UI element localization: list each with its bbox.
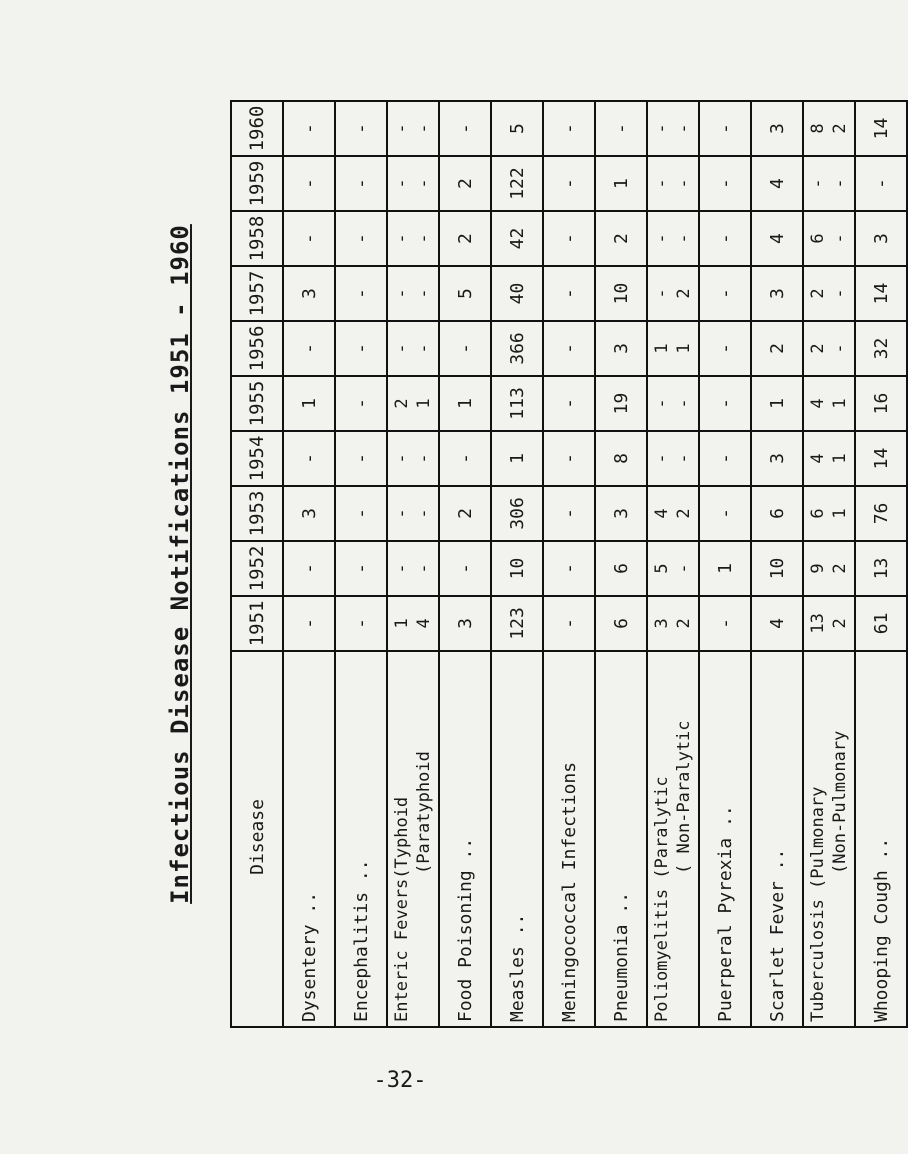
value-cell: - xyxy=(699,376,751,431)
value-cell xyxy=(647,101,699,156)
value-primary: - xyxy=(808,178,828,189)
value-secondary: - xyxy=(830,343,850,354)
disease-name xyxy=(803,651,855,1027)
table-row xyxy=(647,101,699,1027)
value-cell xyxy=(387,211,439,266)
value-cell: - xyxy=(595,101,647,156)
value-cell: 1 xyxy=(491,431,543,486)
value-cell: 3 xyxy=(283,266,335,321)
value-cell: - xyxy=(335,431,387,486)
table-row xyxy=(855,101,907,1027)
value-cell: 10 xyxy=(751,541,803,596)
table-body xyxy=(283,101,907,1027)
value-cell: 1 xyxy=(283,376,335,431)
value-cell: 3 xyxy=(855,211,907,266)
value-primary: - xyxy=(652,453,672,464)
value-cell xyxy=(387,101,439,156)
value-cell: 4 xyxy=(751,211,803,266)
year-header: 1956 xyxy=(231,321,283,376)
value-cell xyxy=(803,376,855,431)
value-cell: 19 xyxy=(595,376,647,431)
value-cell xyxy=(803,321,855,376)
value-primary: 8 xyxy=(808,123,828,134)
value-cell: 366 xyxy=(491,321,543,376)
value-cell xyxy=(387,266,439,321)
value-cell: 5 xyxy=(491,101,543,156)
value-cell: - xyxy=(283,596,335,651)
value-secondary: 1 xyxy=(674,343,694,354)
value-cell xyxy=(647,541,699,596)
disease-name: Encephalitis .. xyxy=(335,651,387,1027)
report-title: Infectious Disease Notifications 1951 - 1960 xyxy=(166,224,194,904)
value-primary: 4 xyxy=(808,398,828,409)
table-row xyxy=(491,101,543,1027)
value-cell xyxy=(803,101,855,156)
value-secondary: 2 xyxy=(830,123,850,134)
value-cell: 3 xyxy=(439,596,491,651)
value-primary: 13 xyxy=(808,613,828,634)
header-row xyxy=(231,101,283,1027)
value-cell: 4 xyxy=(751,156,803,211)
value-cell: - xyxy=(335,486,387,541)
value-primary: - xyxy=(652,288,672,299)
value-cell xyxy=(387,156,439,211)
value-secondary: - xyxy=(674,563,694,574)
value-cell xyxy=(647,376,699,431)
value-cell xyxy=(647,211,699,266)
value-secondary: - xyxy=(414,178,434,189)
value-cell: - xyxy=(439,101,491,156)
value-cell: - xyxy=(283,541,335,596)
value-cell xyxy=(387,321,439,376)
value-cell: 1 xyxy=(699,541,751,596)
value-cell: 40 xyxy=(491,266,543,321)
rotated-report xyxy=(160,100,892,1028)
disease-name: Scarlet Fever .. xyxy=(751,651,803,1027)
value-secondary: - xyxy=(414,123,434,134)
value-primary: 4 xyxy=(652,508,672,519)
table-row xyxy=(283,101,335,1027)
value-secondary: - xyxy=(830,178,850,189)
value-secondary: 2 xyxy=(830,563,850,574)
disease-name: Whooping Cough .. xyxy=(855,651,907,1027)
value-primary: 9 xyxy=(808,563,828,574)
value-cell: 3 xyxy=(751,101,803,156)
value-cell: 13 xyxy=(855,541,907,596)
value-cell: - xyxy=(699,101,751,156)
value-cell: - xyxy=(439,431,491,486)
disease-sublabel: (Paratyphoid xyxy=(414,751,434,874)
value-cell: - xyxy=(543,486,595,541)
value-cell xyxy=(387,596,439,651)
page-number: -32- xyxy=(373,1068,427,1093)
value-cell xyxy=(803,541,855,596)
value-cell xyxy=(803,156,855,211)
disease-sublabel: ( Non-Paralytic xyxy=(674,720,694,874)
value-cell: 2 xyxy=(439,486,491,541)
disease-label: Enteric Fevers(Typhoid xyxy=(392,796,412,1022)
value-cell xyxy=(387,431,439,486)
value-primary: - xyxy=(392,453,412,464)
year-header: 1951 xyxy=(231,596,283,651)
table-row xyxy=(335,101,387,1027)
value-secondary: - xyxy=(674,233,694,244)
value-cell: 3 xyxy=(283,486,335,541)
value-cell: 16 xyxy=(855,376,907,431)
value-cell: 113 xyxy=(491,376,543,431)
value-cell: 3 xyxy=(595,321,647,376)
table-row xyxy=(699,101,751,1027)
value-secondary: - xyxy=(414,288,434,299)
value-primary: 4 xyxy=(808,453,828,464)
value-cell: 76 xyxy=(855,486,907,541)
table-row xyxy=(543,101,595,1027)
year-header: 1952 xyxy=(231,541,283,596)
value-secondary: - xyxy=(674,453,694,464)
value-cell: 42 xyxy=(491,211,543,266)
value-secondary: 1 xyxy=(830,508,850,519)
value-cell xyxy=(647,156,699,211)
value-cell: - xyxy=(699,596,751,651)
value-cell xyxy=(803,266,855,321)
value-cell: - xyxy=(699,321,751,376)
value-cell: 122 xyxy=(491,156,543,211)
value-secondary: - xyxy=(830,288,850,299)
value-cell: 10 xyxy=(595,266,647,321)
value-primary: - xyxy=(652,398,672,409)
disease-name: Measles .. xyxy=(491,651,543,1027)
value-cell: - xyxy=(335,596,387,651)
value-cell: - xyxy=(699,486,751,541)
value-cell: - xyxy=(335,211,387,266)
value-secondary: - xyxy=(414,343,434,354)
value-cell: 2 xyxy=(439,156,491,211)
value-cell: - xyxy=(335,101,387,156)
year-header: 1955 xyxy=(231,376,283,431)
year-header: 1959 xyxy=(231,156,283,211)
value-primary: - xyxy=(652,178,672,189)
value-cell: - xyxy=(439,321,491,376)
value-cell: - xyxy=(283,101,335,156)
table-row xyxy=(439,101,491,1027)
value-cell: 1 xyxy=(751,376,803,431)
value-cell: 6 xyxy=(595,596,647,651)
value-cell: - xyxy=(283,431,335,486)
value-cell xyxy=(803,431,855,486)
value-secondary: - xyxy=(414,508,434,519)
value-cell: - xyxy=(335,541,387,596)
value-cell: 10 xyxy=(491,541,543,596)
value-secondary: 1 xyxy=(830,398,850,409)
disease-name: Pneumonia .. xyxy=(595,651,647,1027)
year-header: 1954 xyxy=(231,431,283,486)
value-cell: - xyxy=(283,156,335,211)
value-cell xyxy=(387,486,439,541)
value-cell: 6 xyxy=(751,486,803,541)
value-cell: 3 xyxy=(595,486,647,541)
value-cell: - xyxy=(699,431,751,486)
notifications-table xyxy=(230,100,908,1028)
value-primary: 5 xyxy=(652,563,672,574)
value-cell: - xyxy=(543,541,595,596)
value-secondary: 1 xyxy=(414,398,434,409)
value-cell: - xyxy=(543,211,595,266)
disease-name xyxy=(387,651,439,1027)
value-cell: 4 xyxy=(751,596,803,651)
year-header: 1953 xyxy=(231,486,283,541)
value-primary: - xyxy=(392,233,412,244)
value-cell: 6 xyxy=(595,541,647,596)
disease-name: Meningococcal Infections xyxy=(543,651,595,1027)
value-secondary: 2 xyxy=(674,288,694,299)
value-cell: - xyxy=(543,321,595,376)
value-cell: 61 xyxy=(855,596,907,651)
disease-label: Poliomyelitis (Paralytic xyxy=(652,776,672,1022)
value-primary: - xyxy=(652,123,672,134)
value-secondary: 2 xyxy=(830,618,850,629)
value-cell: - xyxy=(543,266,595,321)
value-cell: 14 xyxy=(855,266,907,321)
value-cell: 3 xyxy=(751,266,803,321)
value-cell: 2 xyxy=(751,321,803,376)
year-header: 1960 xyxy=(231,101,283,156)
value-cell: 1 xyxy=(595,156,647,211)
value-cell: 306 xyxy=(491,486,543,541)
value-primary: - xyxy=(392,288,412,299)
disease-sublabel: (Non-Pulmonary xyxy=(830,730,850,874)
value-cell xyxy=(387,541,439,596)
value-cell xyxy=(387,376,439,431)
value-primary: 2 xyxy=(392,398,412,409)
value-cell: - xyxy=(283,211,335,266)
value-secondary: - xyxy=(414,453,434,464)
value-cell: - xyxy=(439,541,491,596)
disease-name xyxy=(647,651,699,1027)
value-cell: - xyxy=(543,156,595,211)
value-cell: - xyxy=(543,596,595,651)
value-cell xyxy=(803,486,855,541)
value-cell: 8 xyxy=(595,431,647,486)
value-cell: - xyxy=(855,156,907,211)
value-cell: - xyxy=(699,156,751,211)
disease-label: Tuberculosis (Pulmonary xyxy=(808,786,828,1022)
table-row xyxy=(803,101,855,1027)
value-cell xyxy=(647,266,699,321)
value-primary: - xyxy=(392,178,412,189)
value-secondary: - xyxy=(414,233,434,244)
value-secondary: - xyxy=(830,233,850,244)
table-row xyxy=(751,101,803,1027)
value-primary: 1 xyxy=(392,618,412,629)
value-cell: - xyxy=(543,101,595,156)
value-cell: - xyxy=(335,376,387,431)
value-primary: - xyxy=(392,508,412,519)
value-cell: 14 xyxy=(855,101,907,156)
table-row xyxy=(595,101,647,1027)
value-primary: - xyxy=(392,563,412,574)
value-secondary: 1 xyxy=(830,453,850,464)
value-primary: 2 xyxy=(808,288,828,299)
value-secondary: - xyxy=(674,178,694,189)
year-header: 1957 xyxy=(231,266,283,321)
value-cell: 14 xyxy=(855,431,907,486)
value-cell: 1 xyxy=(439,376,491,431)
value-secondary: 2 xyxy=(674,508,694,519)
value-cell xyxy=(647,431,699,486)
value-cell: - xyxy=(335,321,387,376)
value-primary: 6 xyxy=(808,508,828,519)
value-primary: - xyxy=(652,233,672,244)
value-primary: 1 xyxy=(652,343,672,354)
value-primary: 3 xyxy=(652,618,672,629)
value-cell: - xyxy=(283,321,335,376)
value-cell xyxy=(647,486,699,541)
value-cell xyxy=(647,321,699,376)
table-row xyxy=(387,101,439,1027)
value-cell: 32 xyxy=(855,321,907,376)
value-cell: - xyxy=(699,211,751,266)
value-primary: 6 xyxy=(808,233,828,244)
value-cell: 123 xyxy=(491,596,543,651)
value-secondary: - xyxy=(674,123,694,134)
year-header: 1958 xyxy=(231,211,283,266)
value-cell: - xyxy=(335,266,387,321)
value-cell: - xyxy=(335,156,387,211)
value-primary: - xyxy=(392,343,412,354)
disease-name: Dysentery .. xyxy=(283,651,335,1027)
value-cell: 2 xyxy=(439,211,491,266)
value-cell xyxy=(803,211,855,266)
value-cell: 5 xyxy=(439,266,491,321)
value-primary: 2 xyxy=(808,343,828,354)
value-cell: 2 xyxy=(595,211,647,266)
value-cell xyxy=(803,596,855,651)
value-secondary: - xyxy=(674,398,694,409)
value-cell: - xyxy=(699,266,751,321)
value-secondary: 4 xyxy=(414,618,434,629)
value-cell: - xyxy=(543,376,595,431)
value-primary: - xyxy=(392,123,412,134)
disease-name: Puerperal Pyrexia .. xyxy=(699,651,751,1027)
value-cell: 3 xyxy=(751,431,803,486)
value-cell: - xyxy=(543,431,595,486)
value-secondary: - xyxy=(414,563,434,574)
value-cell xyxy=(647,596,699,651)
value-secondary: 2 xyxy=(674,618,694,629)
disease-header: Disease xyxy=(231,651,283,1027)
disease-name: Food Poisoning .. xyxy=(439,651,491,1027)
